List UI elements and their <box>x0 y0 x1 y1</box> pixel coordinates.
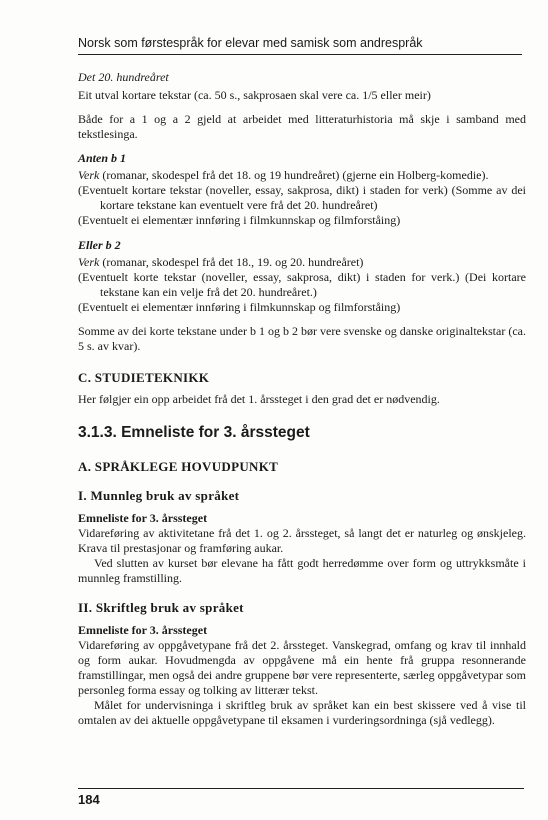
oral-topic-list-heading: Emneliste for 3. årssteget <box>78 511 208 525</box>
option-b1-film: (Eventuelt ei elementær innføring i filmkunnskap og filmforståing) <box>78 213 401 227</box>
oral-use-heading: I. Munnleg bruk av språket <box>78 488 240 503</box>
works-label: Verk <box>78 255 100 269</box>
selection-line: Eit utval kortare tekstar (ca. 50 s., sakprosaen skal vere ca. 1/5 eller meir) <box>78 88 431 102</box>
written-use-heading: II. Skriftleg bruk av språket <box>78 600 244 615</box>
works-description: (romanar, skodespel frå det 18. og 19 hundreåret) (gjerne ein Holberg-komedie). <box>99 168 489 182</box>
page-number: 184 <box>78 792 100 807</box>
option-b2-film: (Eventuelt ei elementær innføring i filmkunnskap og filmforståing) <box>78 300 401 314</box>
literature-history-note: Både for a 1 og a 2 gjeld at arbeidet med litteraturhistoria må skje i samband med tekstlesinga. <box>78 112 526 141</box>
language-main-points-heading: A. SPRÅKLEGE HOVUDPUNKT <box>78 459 279 474</box>
oral-paragraph-2: Ved slutten av kurset bør elevane ha fått godt herredømme over form og uttrykksmåte i munnleg framstilling. <box>78 556 526 585</box>
running-header: Norsk som førstespråk for elevar med samisk som andrespråk <box>78 36 522 55</box>
option-b1-short-texts: (Eventuelt kortare tekstar (noveller, essay, sakprosa, dikt) i staden for verk) (Somme av dei kortare tekstane kan eventuelt vere frå det 20. hundreåret) <box>78 183 526 212</box>
written-topic-list-heading: Emneliste for 3. årssteget <box>78 623 208 637</box>
section-heading-3-1-3: 3.1.3. Emneliste for 3. årssteget <box>78 424 310 441</box>
option-b2-title: Eller b 2 <box>78 238 121 252</box>
oral-paragraph-1: Vidareføring av aktivitetane frå det 1. og 2. årssteget, så langt det er naturleg og ønskjeleg. Krava til prestasjonar og framføring aukar. <box>78 526 526 555</box>
nordic-texts-note: Somme av dei korte tekstane under b 1 og b 2 bør vere svenske og danske originaltekstar (ca. 5 s. av kvar). <box>78 324 526 353</box>
page-content <box>78 70 526 728</box>
footer-rule <box>78 788 524 789</box>
study-technique-heading: C. STUDIETEKNIKK <box>78 370 210 385</box>
written-paragraph-2: Målet for undervisninga i skriftleg bruk av språket kan ein best skissere ved å vise til omtalen av dei aktuelle oppgåvetypane til eksamen i vurderingsordninga (sjå vedlegg). <box>78 698 526 727</box>
option-b1-title: Anten b 1 <box>78 151 127 165</box>
works-label: Verk <box>78 168 100 182</box>
written-paragraph-1: Vidareføring av oppgåvetypane frå det 2. årssteget. Vanskegrad, omfang og krav til innhald og form aukar. Hovudmengda av oppgåvene må ein hente frå gruppa resonnerande framstillingar, men også dei andre gruppene bør vere representerte, særleg oppgåvetypar som personleg forma essay og tolking av litterær tekst. <box>78 638 526 697</box>
section-title-20th-century: Det 20. hundreåret <box>78 70 169 84</box>
study-technique-text: Her følgjer ein opp arbeidet frå det 1. årssteget i den grad det er nødvendig. <box>78 392 440 406</box>
option-b2-works <box>78 255 526 270</box>
option-b2-short-texts: (Eventuelt korte tekstar (noveller, essay, sakprosa, dikt) i staden for verk.) (Dei kortare tekstane kan ein velje frå det 20. hundreåret.) <box>78 270 526 299</box>
option-b1-works <box>78 168 526 183</box>
works-description: (romanar, skodespel frå det 18., 19. og 20. hundreåret) <box>99 255 364 269</box>
